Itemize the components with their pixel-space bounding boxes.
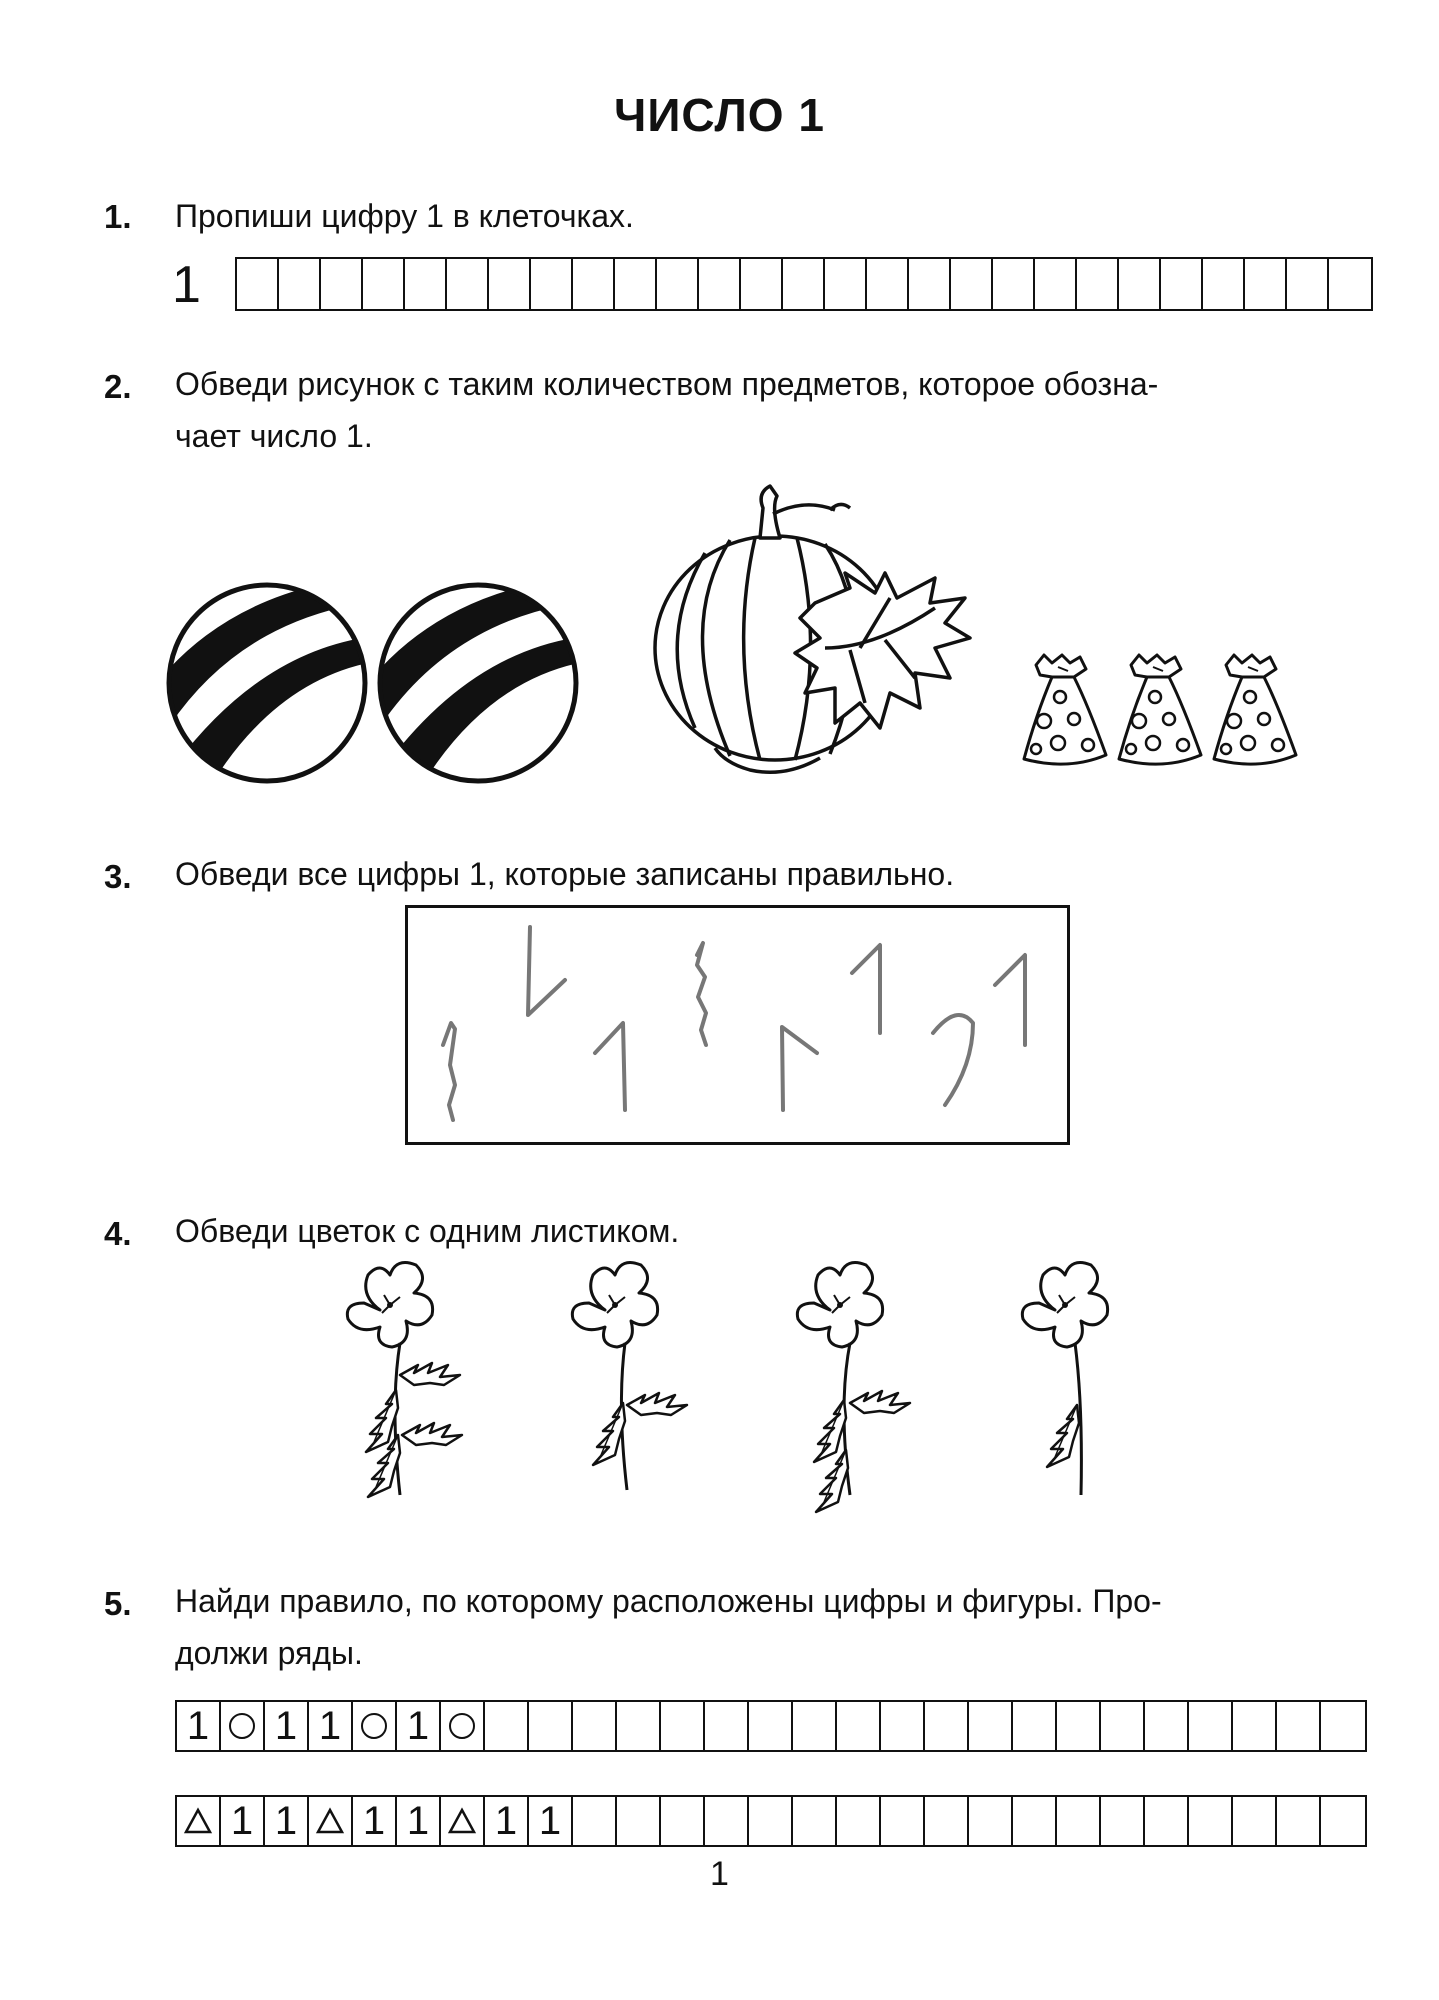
grid-cell[interactable] bbox=[1013, 1702, 1057, 1750]
circle-shape-icon bbox=[449, 1713, 475, 1739]
grid-cell[interactable] bbox=[1057, 1797, 1101, 1845]
flower-group[interactable] bbox=[330, 1255, 1150, 1520]
task-1-writing-cells[interactable] bbox=[235, 257, 1373, 311]
task-4-number: 4. bbox=[104, 1215, 132, 1252]
grid-cell[interactable] bbox=[951, 259, 993, 309]
ball-icon bbox=[155, 575, 385, 795]
grid-cell[interactable] bbox=[1101, 1797, 1145, 1845]
grid-cell[interactable] bbox=[837, 1702, 881, 1750]
grid-cell[interactable] bbox=[237, 259, 279, 309]
pumpkin-icon[interactable] bbox=[635, 478, 985, 778]
ball-icon bbox=[366, 575, 596, 795]
grid-cell[interactable] bbox=[1287, 259, 1329, 309]
task-3-text: Обведи все цифры 1, которые записаны правильно. bbox=[175, 856, 955, 892]
grid-cell[interactable] bbox=[573, 1797, 617, 1845]
grid-cell[interactable] bbox=[661, 1797, 705, 1845]
grid-cell[interactable] bbox=[925, 1702, 969, 1750]
grid-cell[interactable] bbox=[353, 1797, 397, 1845]
task-2-text-line2: чает число 1. bbox=[175, 418, 373, 454]
grid-cell[interactable] bbox=[405, 259, 447, 309]
grid-cell[interactable] bbox=[1189, 1702, 1233, 1750]
page-number: 1 bbox=[710, 1855, 729, 1893]
digit-1-reversed bbox=[528, 927, 565, 1015]
grid-cell[interactable] bbox=[573, 259, 615, 309]
grid-cell[interactable] bbox=[699, 259, 741, 309]
grid-cell[interactable] bbox=[615, 259, 657, 309]
digit-1-curved bbox=[933, 1015, 973, 1105]
grid-cell[interactable] bbox=[867, 259, 909, 309]
sequence-digit: 1 bbox=[538, 1799, 562, 1843]
grid-cell[interactable] bbox=[177, 1702, 221, 1750]
grid-cell[interactable] bbox=[1203, 259, 1245, 309]
grid-cell[interactable] bbox=[825, 259, 867, 309]
grid-cell[interactable] bbox=[309, 1702, 353, 1750]
grid-cell[interactable] bbox=[1077, 259, 1119, 309]
task-5-number: 5. bbox=[104, 1585, 132, 1622]
sequence-digit: 1 bbox=[274, 1799, 298, 1843]
digit-1-shaky bbox=[443, 1023, 455, 1120]
digit-1-correct bbox=[595, 1023, 625, 1110]
grid-cell[interactable] bbox=[1119, 259, 1161, 309]
grid-cell[interactable] bbox=[749, 1797, 793, 1845]
grid-cell[interactable] bbox=[1233, 1702, 1277, 1750]
grid-cell[interactable] bbox=[1189, 1797, 1233, 1845]
sequence-digit: 1 bbox=[494, 1799, 518, 1843]
circle-shape-icon bbox=[229, 1713, 255, 1739]
grid-cell[interactable] bbox=[1101, 1702, 1145, 1750]
sequence-digit: 1 bbox=[274, 1704, 298, 1748]
grid-cell[interactable] bbox=[793, 1702, 837, 1750]
digit-1-corner bbox=[782, 1027, 817, 1110]
task-2-text-line1: Обведи рисунок с таким количеством предметов, которое обозна- bbox=[175, 366, 1159, 402]
grid-cell[interactable] bbox=[529, 1702, 573, 1750]
task-5-text-line2: должи ряды. bbox=[175, 1635, 363, 1671]
grid-cell[interactable] bbox=[793, 1797, 837, 1845]
circle-shape-icon bbox=[361, 1713, 387, 1739]
grid-cell[interactable] bbox=[969, 1702, 1013, 1750]
grid-cell[interactable] bbox=[617, 1797, 661, 1845]
sequence-digit: 1 bbox=[318, 1704, 342, 1748]
task-5-sequence-row-2[interactable] bbox=[175, 1795, 1367, 1847]
grid-cell[interactable] bbox=[489, 259, 531, 309]
grid-cell[interactable] bbox=[531, 259, 573, 309]
task-1-text: Пропиши цифру 1 в клеточках. bbox=[175, 198, 634, 234]
task-2-number: 2. bbox=[104, 368, 132, 405]
grid-cell[interactable] bbox=[1145, 1797, 1189, 1845]
task-5-text-line1: Найди правило, по которому расположены цифры и фигуры. Про- bbox=[175, 1583, 1162, 1619]
grid-cell[interactable] bbox=[221, 1797, 265, 1845]
grid-cell[interactable] bbox=[657, 259, 699, 309]
grid-cell[interactable] bbox=[993, 259, 1035, 309]
sequence-digit: 1 bbox=[406, 1704, 430, 1748]
triangle-shape-icon bbox=[316, 1808, 344, 1834]
triangle-shape-icon bbox=[448, 1808, 476, 1834]
grid-cell[interactable] bbox=[529, 1797, 573, 1845]
sequence-digit: 1 bbox=[230, 1799, 254, 1843]
grid-cell[interactable] bbox=[661, 1702, 705, 1750]
grid-cell[interactable] bbox=[177, 1797, 221, 1845]
grid-cell[interactable] bbox=[1145, 1702, 1189, 1750]
candy-group[interactable] bbox=[1018, 650, 1308, 778]
triangle-shape-icon bbox=[184, 1808, 212, 1834]
grid-cell[interactable] bbox=[485, 1797, 529, 1845]
page-title: ЧИСЛО 1 bbox=[614, 89, 825, 141]
digit-1-correct bbox=[995, 955, 1025, 1045]
task-1-number: 1. bbox=[104, 198, 132, 235]
grid-cell[interactable] bbox=[353, 1702, 397, 1750]
grid-cell[interactable] bbox=[1057, 1702, 1101, 1750]
sequence-digit: 1 bbox=[186, 1704, 210, 1748]
sequence-digit: 1 bbox=[406, 1799, 430, 1843]
grid-cell[interactable] bbox=[925, 1797, 969, 1845]
grid-cell[interactable] bbox=[705, 1797, 749, 1845]
grid-cell[interactable] bbox=[1013, 1797, 1057, 1845]
grid-cell[interactable] bbox=[1321, 1797, 1365, 1845]
grid-cell[interactable] bbox=[1245, 259, 1287, 309]
grid-cell[interactable] bbox=[909, 259, 951, 309]
handwritten-digits bbox=[405, 905, 1070, 1145]
digit-1-wavy bbox=[697, 943, 706, 1045]
grid-cell[interactable] bbox=[1277, 1702, 1321, 1750]
candy-icon bbox=[1024, 655, 1106, 764]
grid-cell[interactable] bbox=[397, 1702, 441, 1750]
task-3-number: 3. bbox=[104, 858, 132, 895]
grid-cell[interactable] bbox=[617, 1702, 661, 1750]
grid-cell[interactable] bbox=[309, 1797, 353, 1845]
digit-1-correct bbox=[852, 945, 880, 1033]
grid-cell[interactable] bbox=[1035, 259, 1077, 309]
flower-icon bbox=[572, 1263, 687, 1490]
grid-cell[interactable] bbox=[1329, 259, 1371, 309]
grid-cell[interactable] bbox=[279, 259, 321, 309]
grid-cell[interactable] bbox=[881, 1702, 925, 1750]
grid-cell[interactable] bbox=[749, 1702, 793, 1750]
flower-icon bbox=[1022, 1263, 1107, 1495]
grid-cell[interactable] bbox=[265, 1702, 309, 1750]
grid-cell[interactable] bbox=[1161, 259, 1203, 309]
grid-cell[interactable] bbox=[837, 1797, 881, 1845]
task-1-sample-digit: 1 bbox=[172, 256, 201, 314]
candy-icon bbox=[1119, 655, 1201, 764]
ball-pair[interactable] bbox=[165, 575, 585, 790]
task-4-text: Обведи цветок с одним листиком. bbox=[175, 1213, 680, 1249]
candy-icon bbox=[1214, 655, 1296, 764]
grid-cell[interactable] bbox=[321, 259, 363, 309]
grid-cell[interactable] bbox=[447, 259, 489, 309]
grid-cell[interactable] bbox=[221, 1702, 265, 1750]
grid-cell[interactable] bbox=[363, 259, 405, 309]
grid-cell[interactable] bbox=[397, 1797, 441, 1845]
flower-icon bbox=[797, 1263, 910, 1512]
grid-cell[interactable] bbox=[265, 1797, 309, 1845]
grid-cell[interactable] bbox=[741, 259, 783, 309]
grid-cell[interactable] bbox=[783, 259, 825, 309]
sequence-digit: 1 bbox=[362, 1799, 386, 1843]
grid-cell[interactable] bbox=[969, 1797, 1013, 1845]
grid-cell[interactable] bbox=[881, 1797, 925, 1845]
grid-cell[interactable] bbox=[1277, 1797, 1321, 1845]
grid-cell[interactable] bbox=[573, 1702, 617, 1750]
task-5-sequence-row-1[interactable] bbox=[175, 1700, 1367, 1752]
grid-cell[interactable] bbox=[1321, 1702, 1365, 1750]
grid-cell[interactable] bbox=[441, 1702, 485, 1750]
grid-cell[interactable] bbox=[485, 1702, 529, 1750]
flower-icon bbox=[347, 1263, 462, 1497]
grid-cell[interactable] bbox=[705, 1702, 749, 1750]
grid-cell[interactable] bbox=[1233, 1797, 1277, 1845]
grid-cell[interactable] bbox=[441, 1797, 485, 1845]
